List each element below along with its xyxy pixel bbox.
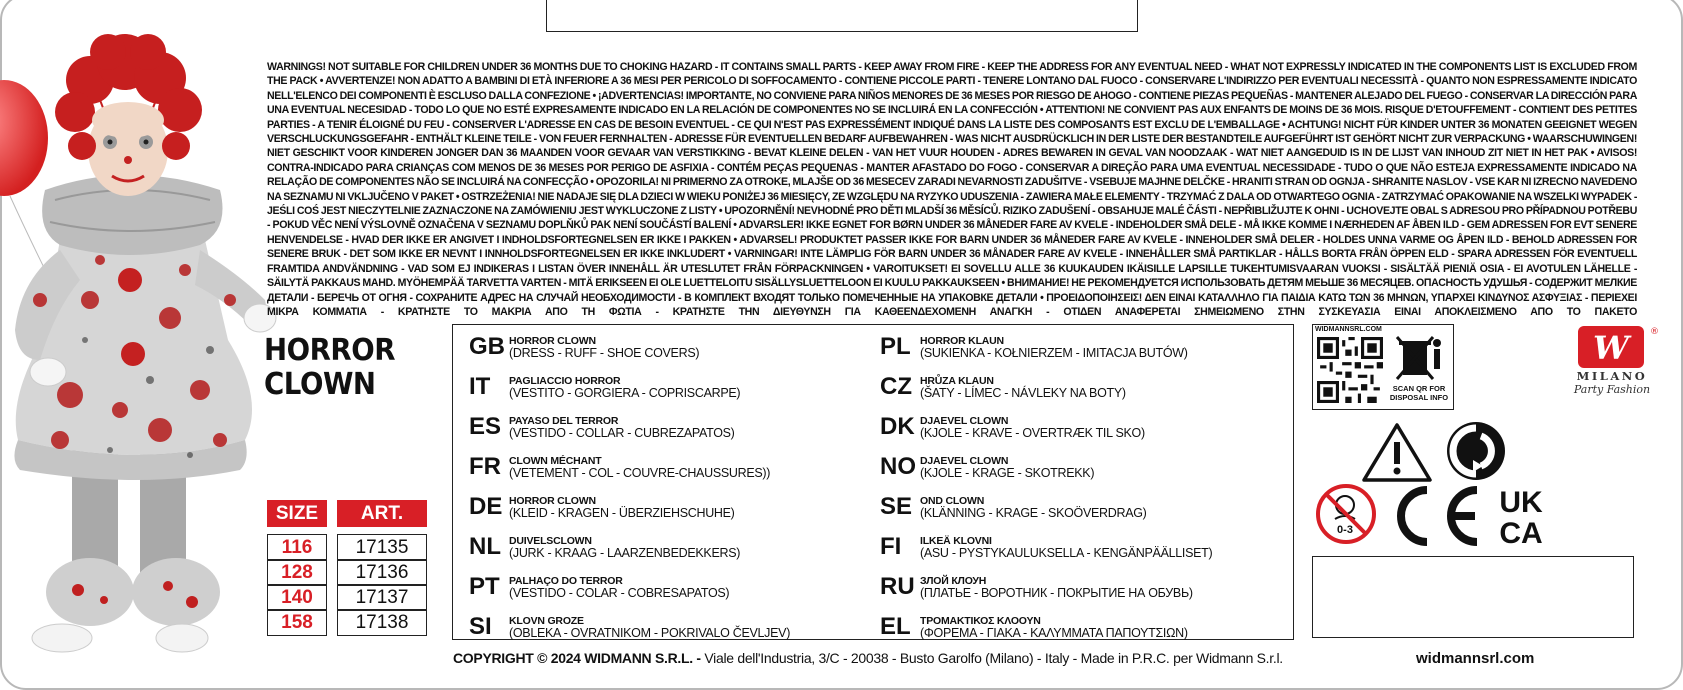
language-components: (KJOLE - KRAVE - OVERTRÆK TIL SKO) — [920, 426, 1145, 440]
language-code: SI — [469, 613, 492, 640]
art-value: 17136 — [337, 559, 427, 586]
art-value: 17138 — [337, 609, 427, 636]
language-components: (JURK - KRAAG - LAARZENBEDEKKERS) — [509, 546, 741, 560]
language-components: (KLEID - KRAGEN - ÜBERZIEHSCHUHE) — [509, 506, 735, 520]
language-code: NL — [469, 533, 501, 560]
ce-mark-icon — [1389, 484, 1485, 548]
language-product-name: PAYASO DEL TERROR — [509, 415, 619, 427]
language-product-name: KLOVN GROZE — [509, 615, 584, 627]
language-code: CZ — [880, 373, 912, 400]
ukca-top-label: UK — [1499, 486, 1543, 519]
language-code: NO — [880, 453, 916, 480]
size-table-header — [267, 500, 427, 527]
copyright-address: Viale dell'Industria, 3/C - 20038 - Busto Garolfo (Milano) - Italy - Made in P.R.C. per Widmann S.r.l. — [700, 650, 1283, 666]
language-components: (VESTIDO - COLLAR - CUBREZAPATOS) — [509, 426, 735, 440]
language-components: (SUKIENKA - KOŁNIERZEM - IMITACJA BUTÓW) — [920, 346, 1188, 360]
language-item — [469, 493, 790, 533]
language-item — [469, 413, 790, 453]
ukca-mark-icon — [1490, 484, 1552, 550]
size-row — [267, 611, 427, 636]
age-range-label: 0-3 — [1337, 524, 1353, 536]
language-components: (ΦΟΡΕΜΑ - ΓΙΑΚΑ - ΚΑΛΥΜΜΑΤΑ ΠΑΠΟΥΤΣΙΩΝ) — [920, 626, 1188, 640]
language-product-name: HORROR CLOWN — [509, 495, 596, 507]
language-product-name: DUIVELSCLOWN — [509, 535, 592, 547]
language-item — [880, 413, 1212, 453]
product-title-line2: CLOWN — [264, 367, 376, 402]
language-item — [880, 533, 1212, 573]
brand-logo — [1552, 322, 1672, 414]
language-item — [469, 533, 790, 573]
warnings-text: WARNINGS! NOT SUITABLE FOR CHILDREN UNDER 36 MONTHS DUE TO CHOKING HAZARD - IT CONTAINS SMALL PARTS - KEEP AWAY FROM FIRE - KEEP THE ADDRESS FOR ANY EVENTUAL NEED - WHAT NOT EXPRESSLY INDICATED IN THE COMPONENTS LIST IS EXCLUDED FROM THE PACK • AVVERTENZE! NON ADATTO A BAMBINI DI ETÀ INFERIORE A 36 MESI PER PERICOLO DI SOFFOCAMENTO - CONTIENE PICCOLE PARTI - TENERE LONTANO DAL FUOCO - CONSERVARE L'INDIRIZZO PER EVENTUALI NECESSITÀ - QUANTO NON ESPRESSAMENTE INDICATO NELL'ELENCO DEI COMPONENTI È ESCLUSO DALLA CONFEZIONE • ¡ADVERTENCIAS! IMPORTANTE, NO CONVIENE PARA NIÑOS MENORES DE 36 MESES POR RIESGO DE AHOGO - CONTIENE PIEZAS PEQUEÑAS - MANTENER ALEJADO DEL FUEGO - CONSERVAR LA DIRECCIÓN PARA UNA EVENTUAL NECESIDAD - TODO LO QUE NO ESTÉ EXPRESAMENTE INDICADO EN LA RELACIÓN DE COMPONENTES NO SE INCLUIRÁ EN LA CONFECCIÓN • ATTENTION! NE CONVIENT PAS AUX ENFANTS DE MOINS DE 36 MOIS. RISQUE D'ETOUFFEMENT - CONTIENT DES PETITES PARTIES - A TENIR ÉLOIGNÉ DU FEU - CONSERVER L'ADRESSE EN CAS DE BESOIN EVENTUEL - CE QUI N'EST PAS EXPRESSÉMENT INDIQUÉ DANS LA LISTE DES COMPOSANTS EST EXCLU DE L'EMBALLAGE • ACHTUNG! NICHT FÜR KINDER UNTER 36 MONATEN GEEIGNET WEGEN VERSCHLUCKUNGSGEFAHR - ENTHÄLT KLEINE TEILE - VON FEUER FERNHALTEN - ADRESSE FÜR EVENTUELLEN BEDARF AUFBEWAHREN - WAS NICHT AUSDRÜCKLICH IN DER LISTE DER BESTANDTEILE AUFGEFÜHRT IST GEHÖRT NICHT ZUR VERPACKUNG • WAARSCHUWINGEN! NIET GESCHIKT VOOR KINDEREN JONGER DAN 36 MAANDEN VOOR GEVAAR VAN VERSTIKKING - BEVAT KLEINE DELEN - VAN HET VUUR HOUDEN - ADRES BEWAREN IN GEVAL VAN NOODZAAK - WAT NIET AANGEDUID IS IN DE LIJST VAN INHOUD ZIT NIET IN HET PAK • AVISOS! CONTRA-INDICADO PARA CRIANÇAS COM MENOS DE 36 MESES POR PERIGO DE ASFIXIA - CONTÉM PEÇAS PEQUENAS - MANTER AFASTADO DO FOGO - CONSERVAR A DIREÇÃO PARA UMA EVENTUAL NECESSIDADE - TUDO O QUE NÃO ESTEJA EXPRESSAMENTE INDICADO NA RELAÇÃO DE COMPONENTES NÃO SE INCLUIRÁ NA CONFECÇÃO • OPOZORILA! NI PRIMERNO ZA OTROKE, MLAJŠE OD 36 MESECEV ZARADI NEVARNOSTI ZADUŠITVE - VSEBUJE MAJHNE DELČKE - HRANITI STRAN OD OGNJA - SHRANITE NASLOV - VSE KAR NI IZRECNO NAVEDENO NA SEZNAMU NI VKLJUČENO V PAKET • OSTRZEŻENIA! NIE NADAJE SIĘ DLA DZIECI W WIEKU PONIŻEJ 36 MIESIĘCY, ZE WZGLĘDU NA RYZYKO UDUSZENIA - ZAWIERA MAŁE ELEMENTY - TRZYMAĆ Z DALA OD OTWARTEGO OGNIA - ZATRZYMAĆ OPAKOWANIE NA WSZELKI WYPADEK - JEŚLI COŚ JEST NIECZYTELNIE ZAZNACZONE NA ZAMÓWIENIU JEST WYKLUCZONE Z LISTY • UPOZORNĚNÍ! NEVHODNÉ PRO DĚTI MLADŠÍ 36 MĚSÍCŮ. RIZIKO ZADUŠENÍ - OBSAHUJE MALÉ ČÁSTI - NEPŘIBLIŽUJTE K OHNI - UCHOVEJTE OBAL S ADRESOU PRO PŘÍPADNOU POTŘEBU - POKUD VĚC NENÍ VÝSLOVNĚ OZNAČENA V SEZNAMU DOPLŇKŮ PAK NENÍ SOUČÁSTÍ BALENÍ • ADVARSLER! IKKE EGNET FOR BØRN UNDER 36 MÅNEDER FARE AV KVELE - INDEHOLDER SMÅ DELE - MÅ IKKE KOMME I NÆRHEDEN AF ÅBEN ILD - GEM ADRESSEN FOR EVT SENERE HENVENDELSE - HVAD DER IKKE ER ANGIVET I INDHOLDSFORTEGNELSEN ER IKKE I PAKKEN • ADVARSEL! PRODUKTET PASSER IKKE FOR BARN UNDER 36 MÅNEDER FARE AV KVELE - INNEHOLDER SMÅ DELER - HOLDES UNNA VARME OG ÅPEN ILD - BEHOLD ADRESSEN FOR SENERE BRUK - DET SOM IKKE ER NEVNT I INNHOLDSFORTEGNELSEN ER IKKE INKLUDERT • VARNINGAR! INTE LÄMPLIG FÖR BARN UNDER 36 MÅNADER FARE AV KVELE - INNEHÅLLER SMÅ PARTIKLAR - HÅLLS BORTA FRÅN ÖPPEN ELD - SPARA ADRESSEN FÖR EVENTUELL FRAMTIDA ANDVÄNDNING - VAD SOM EJ INDIKERAS I LISTAN ÖVER INNEHÅLL ÄR UTESLUTET FRÅN FÖRPACKNINGEN • VAROITUKSET! EI SOVELLU ALLE 36 KUUKAUDEN IKÄISILLE LAPSILLE TUKEHTUMISVAARAN VUOKSI - SISÄLTÄÄ PIENIÄ OSIA - EI AVOTULEN LÄHELLE - SÄILYTÄ PAKKAUS MAHD. MYÖHEMPÄÄ TARVETTA VARTEN - MITÄ ERIKSEEN EI OLE LUETTELOITU SISÄLLYSLUETTELOON EI KUULU PAKKAUKSEEN • ВНИМАНИЕ! НЕ РЕКОМЕНДУЕТСЯ ИСПОЛЬЗОВАТЬ ДЕТЯМ МЕЬШЕ 36 МЕСЯЦЕВ. ОПАСНОСТЬ УДУШЬЯ - СОДЕРЖИТ МЕЛКИЕ ДЕТАЛИ - БЕРЕЧЬ ОТ ОГНЯ - СОХРАНИТЕ АДРЕС НА СЛУЧАЙ НЕОБХОДИМОСТИ - В КОМПЛЕКТ ВХОДЯТ ТОЛЬКО ПОМЕЧЕННЫЕ НА УПАКОВКЕ ДЕТАЛИ • ΠΡΟΕΙΔΟΠΟΙΗΣΕΙΣ! ΔΕΝ ΕΙΝΑΙ ΚΑΤΑΛΛΗΛΟ ΓΙΑ ΠΑΙΔΙΑ ΚΑΤΩ ΤΩΝ 36 ΜΗΝΩΝ, ΥΠΑΡΧΕΙ ΚΙΝΔΥΝΟΣ ΑΣΦΥΞΙΑΣ - ΠΕΡΙΕΧΕΙ ΜΙΚΡΑ ΚΟΜΜΑΤΙΑ - ΚΡΑΤΗΣΤΕ ΤΟ ΜΑΚΡΙΑ ΑΠΟ ΤΗ ΦΩΤΙΑ - ΚΡΑΤΗΣΤΕ ΤΗΝ ΔΙΕΥΘΥΝΣΗ ΓΙΑ ΚΑΘΕΕΝΔΕΧΟΜΕΝΗ ΑΝΑΓΚΗ - ΟΤΙΔΕΝ ΑΝΑΦΕΡΕΤΑΙ ΣΗΜΕΙΩΜΕΝΟ ΣΤΗΝ ΣΥΣΚΕΥΑΣΙΑ ΕΙΝΑΙ ΑΠΟΚΛΕΙΣΜΕΝΟ ΑΠΟ ΤΟ ΠΑΚΕΤΟ — [267, 61, 1637, 318]
language-code: EL — [880, 613, 911, 640]
size-row — [267, 586, 427, 611]
brand-logo-letters: W — [1593, 329, 1629, 367]
qr-scan-text: SCAN QR FOR DISPOSAL INFO — [1389, 384, 1449, 402]
brand-tagline: Party Fashion — [1573, 383, 1651, 396]
language-code: PT — [469, 573, 500, 600]
size-table — [267, 500, 427, 636]
language-item — [469, 453, 790, 493]
language-code: IT — [469, 373, 491, 400]
language-code: PL — [880, 333, 911, 360]
language-item — [880, 333, 1212, 373]
language-code: RU — [880, 573, 915, 600]
language-components: (DRESS - RUFF - SHOE COVERS) — [509, 346, 700, 360]
language-components: (VESTIDO - COLAR - COBRESAPATOS) — [509, 586, 730, 600]
language-item — [880, 453, 1212, 493]
clown-costume-image — [0, 0, 290, 660]
language-product-name: ILKEÄ KLOVNI — [920, 535, 992, 547]
language-code: ES — [469, 413, 502, 440]
language-product-name: ЗЛОЙ КЛОУН — [920, 575, 987, 587]
crossed-bin-icon — [1389, 331, 1449, 383]
language-product-name: HRŮZA KLAUN — [920, 375, 994, 387]
ce-label: CE — [1389, 484, 1391, 485]
size-row — [267, 561, 427, 586]
language-code: DK — [880, 413, 915, 440]
widmann-logo-icon — [1552, 322, 1672, 372]
size-value: 128 — [267, 559, 327, 586]
art-value: 17135 — [337, 534, 427, 561]
language-product-name: DJAEVEL CLOWN — [920, 415, 1009, 427]
language-code: SE — [880, 493, 913, 520]
language-column-right — [880, 333, 1212, 653]
language-product-name: OND CLOWN — [920, 495, 985, 507]
language-components: (ASU - PYSTYKAULUKSELLA - KENGÄNPÄÄLLISET) — [920, 546, 1213, 560]
recycle-icon — [1445, 420, 1507, 482]
language-components: (KLÄNNING - KRAGE - SKOÖVERDRAG) — [920, 506, 1147, 520]
language-item — [469, 373, 790, 413]
language-product-name: DJAEVEL CLOWN — [920, 455, 1009, 467]
language-components: (KJOLE - KRAGE - SKOTREKK) — [920, 466, 1095, 480]
art-value: 17137 — [337, 584, 427, 611]
language-components: (VETEMENT - COL - COUVRE-CHAUSSURES)) — [509, 466, 771, 480]
blank-label-box — [1312, 556, 1634, 638]
size-value: 158 — [267, 609, 327, 636]
language-column-left — [469, 333, 790, 653]
language-product-name: ΤΡΟΜΑΚΤΙΚΟΣ ΚΛΟΟΥΝ — [920, 615, 1041, 627]
language-descriptions — [452, 324, 1294, 640]
size-header: SIZE — [267, 500, 327, 527]
language-code: FI — [880, 533, 902, 560]
language-item — [880, 373, 1212, 413]
language-item — [469, 613, 790, 653]
language-components: (ŠATY - LÍMEC - NÁVLEKY NA BOTY) — [920, 386, 1126, 400]
ukca-bottom-label: CA — [1499, 517, 1543, 550]
language-item — [469, 573, 790, 613]
language-components: (OBLEKA - OVRATNIKOM - POKRIVALO ČEVLJEV) — [509, 626, 791, 640]
language-product-name: PALHAÇO DO TERROR — [509, 575, 623, 587]
qr-disposal-block — [1312, 324, 1454, 410]
size-value: 140 — [267, 584, 327, 611]
qr-code-icon[interactable] — [1317, 337, 1383, 403]
language-product-name: PAGLIACCIO HORROR — [509, 375, 621, 387]
language-product-name: CLOWN MÉCHANT — [509, 455, 602, 467]
product-title — [264, 334, 395, 402]
age-restriction-icon — [1315, 483, 1377, 545]
language-components: (ПЛАТЬЕ - ВОРОТНИК - ПОКРЫТИЕ НА ОБУВЬ) — [920, 586, 1193, 600]
qr-label: WIDMANNSRL.COM — [1315, 326, 1382, 333]
copyright-line — [453, 650, 1283, 666]
brand-name: MILANO — [1576, 369, 1648, 383]
language-components: (VESTITO - GORGIERA - COPRISCARPE) — [509, 386, 741, 400]
size-value: 116 — [267, 534, 327, 561]
language-item — [880, 613, 1212, 653]
language-item — [469, 333, 790, 373]
language-item — [880, 573, 1212, 613]
brand-registered: ® — [1650, 327, 1659, 337]
warning-triangle-icon — [1361, 422, 1433, 484]
language-code: DE — [469, 493, 503, 520]
size-row — [267, 534, 427, 561]
top-label-box — [546, 0, 1138, 32]
language-product-name: HORROR CLOWN — [509, 335, 596, 347]
language-code: GB — [469, 333, 505, 360]
language-code: FR — [469, 453, 501, 480]
language-item — [880, 493, 1212, 533]
copyright-company: COPYRIGHT © 2024 WIDMANN S.R.L. - — [453, 650, 701, 666]
product-title-line1: HORROR — [264, 333, 396, 368]
language-product-name: HORROR KLAUN — [920, 335, 1004, 347]
website-link[interactable]: widmannsrl.com — [1416, 650, 1535, 667]
art-header: ART. — [337, 500, 427, 527]
